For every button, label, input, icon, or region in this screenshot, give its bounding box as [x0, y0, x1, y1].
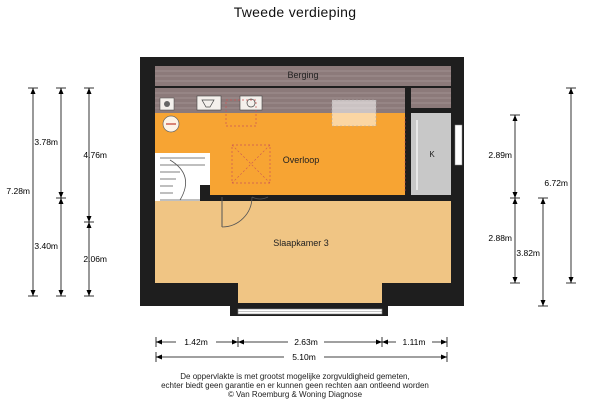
label-landing: Overloop — [282, 155, 320, 165]
floor-title: Tweede verdieping — [233, 4, 357, 20]
dim-right-total: 6.72m — [544, 178, 568, 188]
dim-bottom-1: 1.42m — [184, 337, 208, 347]
interior-wall — [210, 195, 451, 201]
dryer-icon — [240, 96, 262, 110]
dim-bottom-3: 1.11m — [402, 337, 426, 347]
side-window — [455, 125, 462, 165]
washing-machine-icon — [197, 96, 221, 110]
dim-bottom-total: 5.10m — [292, 352, 316, 362]
dim-right-inner-1: 2.89m — [488, 150, 512, 160]
dim-right-inner-2: 2.88m — [488, 233, 512, 243]
disclaimer-line-3: © Van Roemburg & Woning Diagnose — [227, 390, 363, 399]
label-bedroom: Slaapkamer 3 — [273, 238, 329, 248]
dim-left-outer-1: 3.78m — [34, 137, 58, 147]
dim-right-inner-3: 3.82m — [516, 248, 540, 258]
window — [238, 309, 382, 314]
tap-icon — [160, 98, 174, 110]
right-dimension-lines — [510, 88, 576, 306]
disclaimer-line-1: De oppervlakte is met grootst mogelijke zorgvuldigheid gemeten, — [180, 372, 410, 381]
dim-left-total: 7.28m — [6, 186, 30, 196]
disclaimer-line-2: echter biedt geen garantie en er kunnen geen rechten aan ontleend worden — [161, 381, 429, 390]
dim-bottom-2: 2.63m — [294, 337, 318, 347]
label-storage: Berging — [287, 70, 319, 80]
dim-left-inner-1: 4.76m — [83, 150, 107, 160]
boiler-icon — [163, 116, 179, 132]
label-cupboard: K — [429, 150, 435, 159]
dim-left-inner-2: 2.06m — [83, 254, 107, 264]
dim-left-outer-2: 3.40m — [34, 241, 58, 251]
skylight-dashed-2 — [332, 100, 376, 126]
interior-wall-cupboard — [405, 113, 411, 198]
